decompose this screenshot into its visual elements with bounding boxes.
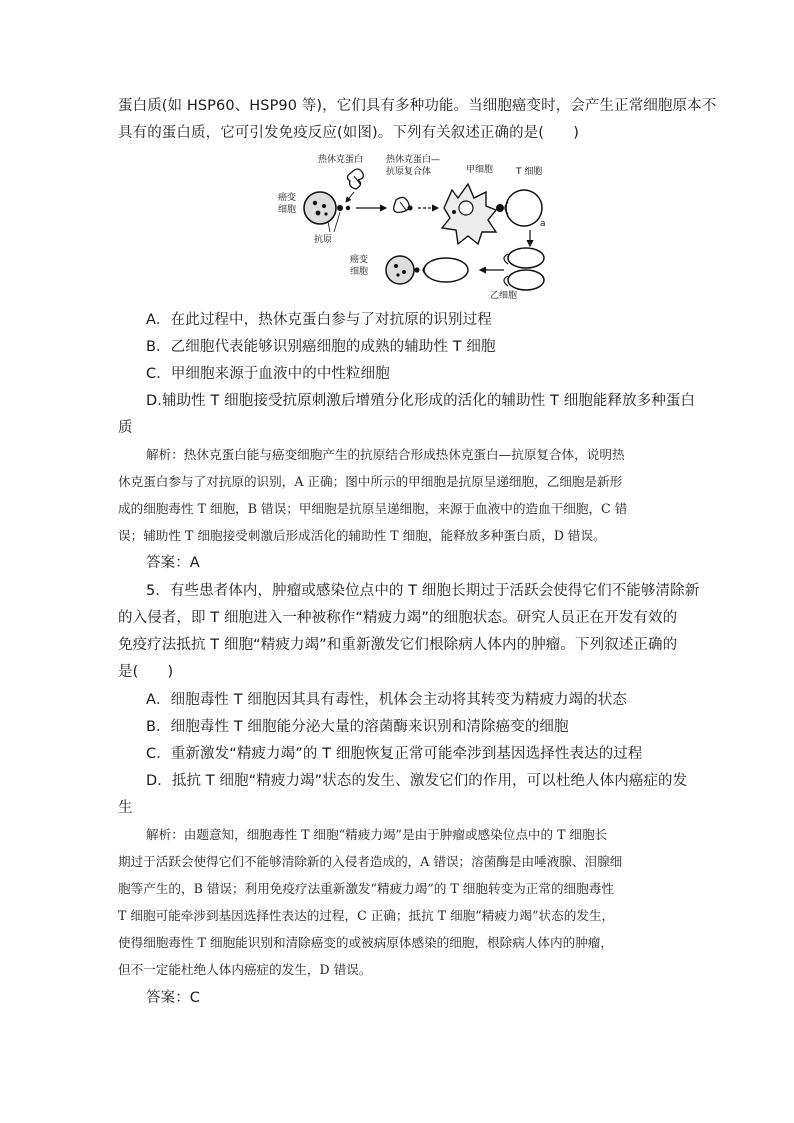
q5-option-c: C．重新激发“精疲力竭”的 T 细胞恢复正常可能牵涉到基因选择性表达的过程 xyxy=(146,746,643,762)
q4-explanation-line-1: 解析：热休克蛋白能与癌变细胞产生的抗原结合形成热休克蛋白—抗原复合体，说明热 xyxy=(146,447,625,462)
heat-shock-protein-icon xyxy=(347,169,363,189)
yi-cell-lower-icon xyxy=(504,270,544,290)
immune-response-figure xyxy=(268,150,568,306)
yi-cell-upper-icon xyxy=(504,248,544,268)
label-cancer-top-2: 细胞 xyxy=(278,205,297,215)
q5-option-d-line-1: D．抵抗 T 细胞“精疲力竭”状态的发生、激发它们的作用，可以杜绝人体内癌症的发 xyxy=(146,773,688,789)
q4-option-d-line-2: 质 xyxy=(118,420,133,436)
q4-explanation-line-2: 休克蛋白参与了对抗原的识别，A 正确；图中所示的甲细胞是抗原呈递细胞，乙细胞是新形 xyxy=(118,474,623,489)
label-cancer-bottom-1: 癌变 xyxy=(350,255,369,265)
q5-option-a: A．细胞毒性 T 细胞因其具有毒性，机体会主动将其转变为精疲力竭的状态 xyxy=(146,692,627,708)
label-antigen: 抗原 xyxy=(314,235,333,245)
label-hsp: 热休克蛋白 xyxy=(318,155,364,165)
q5-explanation-line-4: T 细胞可能牵涉到基因选择性表达的过程，C 正确；抵抗 T 细胞“精疲力竭”状态的发生， xyxy=(118,908,615,923)
cancer-cell-top-icon xyxy=(304,192,350,224)
label-cancer-top-1: 癌变 xyxy=(278,193,297,203)
q5-answer: 答案：C xyxy=(146,990,201,1006)
figure-svg xyxy=(268,150,568,306)
effector-cell-icon xyxy=(423,258,468,282)
label-complex-2: 抗原复合体 xyxy=(386,167,432,177)
q4-option-d-line-1: D.辅助性 T 细胞接受抗原刺激后增殖分化形成的活化的辅助性 T 细胞能释放多种蛋白 xyxy=(146,393,696,409)
q4-answer: 答案：A xyxy=(146,555,200,571)
label-t-cell: T 细胞 xyxy=(516,167,543,177)
q5-explanation-line-5: 使得细胞毒性 T 细胞能识别和清除癌变的或被病原体感染的细胞，根除病人体内的肿瘤， xyxy=(118,935,613,950)
q4-stem-line-2: 具有的蛋白质，它可引发免疫反应(如图)。下列有关叙述正确的是( ) xyxy=(118,125,580,141)
q5-option-d-line-2: 生 xyxy=(118,800,133,816)
jia-cell-icon xyxy=(442,184,496,244)
label-jia-cell: 甲细胞 xyxy=(466,165,494,175)
t-cell-icon xyxy=(505,190,542,226)
binding-site-icon xyxy=(496,204,504,212)
q5-explanation-line-1: 解析：由题意知，细胞毒性 T 细胞“精疲力竭”是由于肿瘤或感染位点中的 T 细胞长 xyxy=(146,827,608,842)
q5-stem-line-4: 是( ) xyxy=(118,664,174,680)
label-complex-1: 热休克蛋白— xyxy=(386,155,441,165)
q4-option-a: A．在此过程中，热休克蛋白参与了对抗原的识别过程 xyxy=(146,312,492,328)
hsp-antigen-complex-icon xyxy=(394,197,413,212)
q5-option-b: B．细胞毒性 T 细胞能分泌大量的溶菌酶来识别和清除癌变的细胞 xyxy=(146,719,569,735)
q4-option-b: B．乙细胞代表能够识别癌细胞的成熟的辅助性 T 细胞 xyxy=(146,339,496,355)
q5-stem-line-3: 免疫疗法抵抗 T 细胞“精疲力竭”和重新激发它们根除病人体内的肿瘤。下列叙述正确的 xyxy=(118,637,678,653)
q5-stem-line-1: 5．有些患者体内，肿瘤或感染位点中的 T 细胞长期过于活跃会使得它们不能够清除新 xyxy=(146,583,700,599)
q5-stem-line-2: 的入侵者，即 T 细胞进入一种被称作“精疲力竭”的细胞状态。研究人员正在开发有效的 xyxy=(118,610,678,626)
q4-option-c: C．甲细胞来源于血液中的中性粒细胞 xyxy=(146,366,390,382)
q5-explanation-line-2: 期过于活跃会使得它们不能够清除新的入侵者造成的，A 错误；溶菌酶是由唾液腺、泪腺细 xyxy=(118,854,623,869)
label-yi-cell: 乙细胞 xyxy=(490,291,518,301)
cancer-cell-bottom-icon xyxy=(386,256,420,284)
label-cancer-bottom-2: 细胞 xyxy=(350,267,369,277)
q4-explanation-line-3: 成的细胞毒性 T 细胞，B 错误；甲细胞是抗原呈递细胞，来源于血液中的造血干细胞，C 错 xyxy=(118,501,628,516)
q4-stem-line-1: 蛋白质(如 HSP60、HSP90 等)，它们具有多种功能。当细胞癌变时，会产生正常细胞原本不 xyxy=(118,98,717,114)
q5-explanation-line-3: 胞等产生的，B 错误；利用免疫疗法重新激发“精疲力竭”的 T 细胞转变为正常的细胞毒性 xyxy=(118,881,614,896)
q5-explanation-line-6: 但不一定能杜绝人体内癌症的发生，D 错误。 xyxy=(118,962,372,977)
q4-explanation-line-4: 误；辅助性 T 细胞接受刺激后形成活化的辅助性 T 细胞，能释放多种蛋白质，D 错误。 xyxy=(118,528,606,543)
label-a: a xyxy=(540,219,546,229)
